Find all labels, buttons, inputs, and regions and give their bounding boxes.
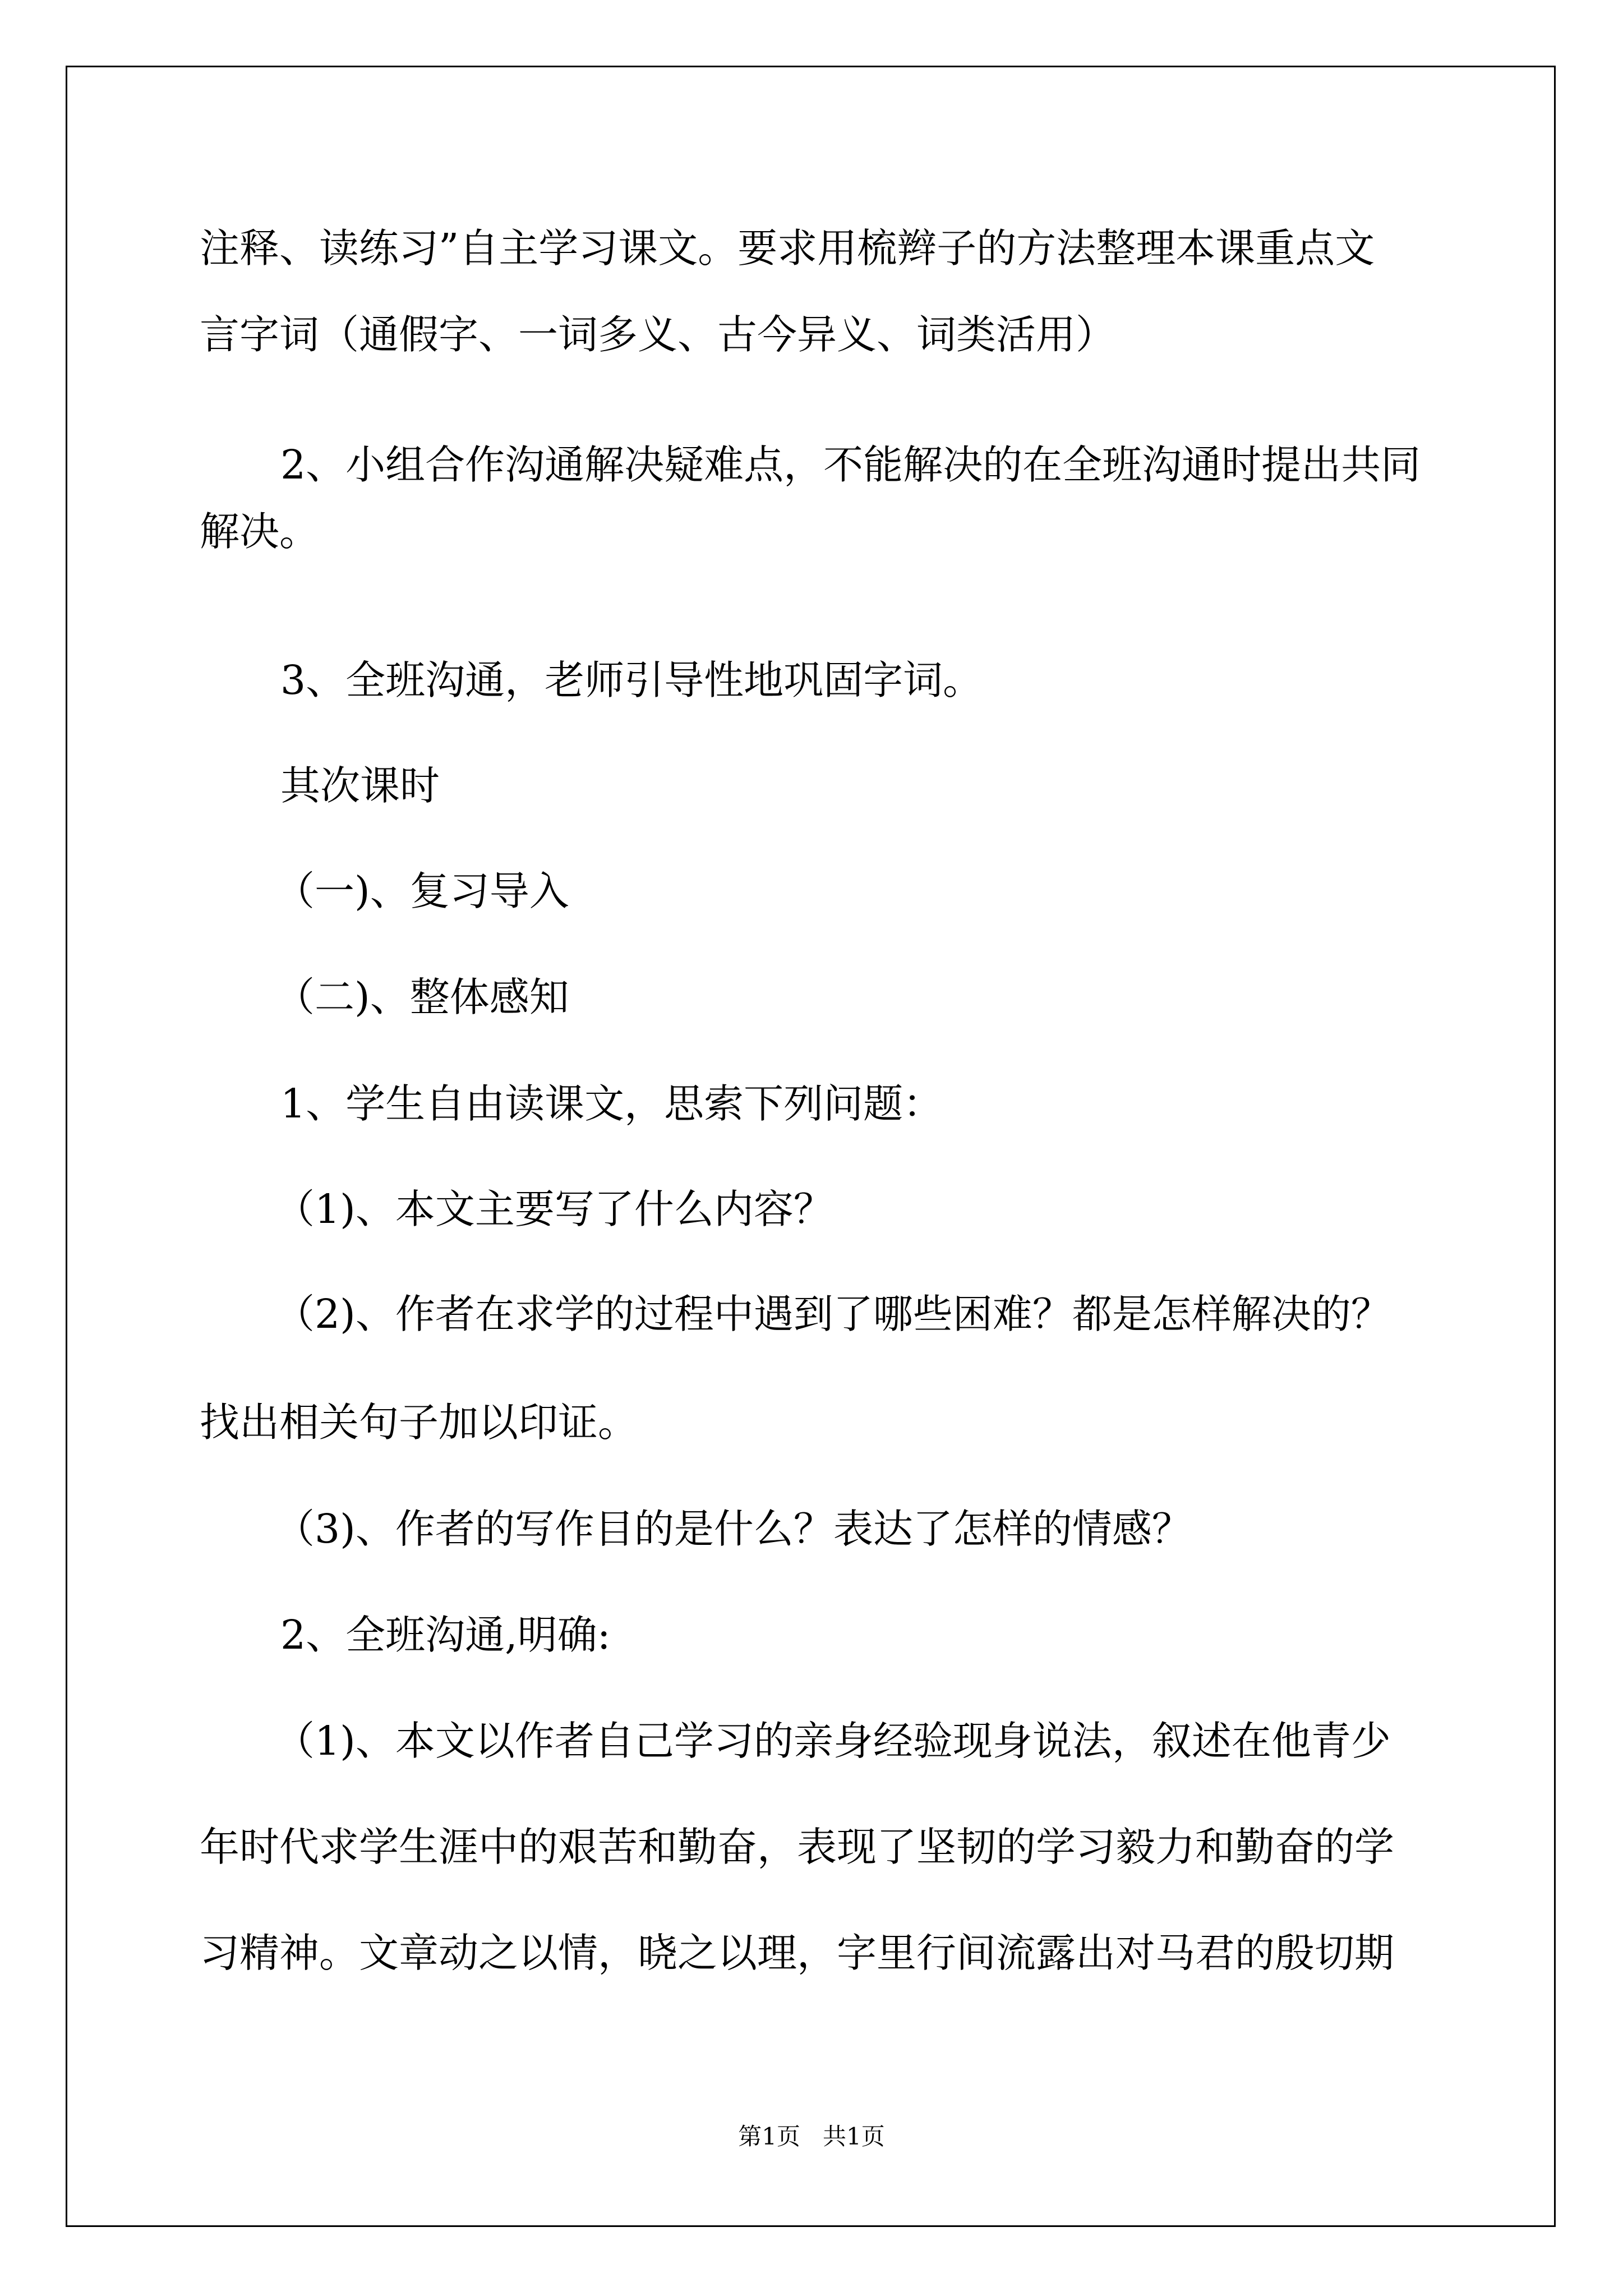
text-line: 2、全班沟通,明确: (280, 1612, 611, 1658)
text-line: （1)、本文以作者自己学习的亲身经验现身说法，叙述在他青少 (275, 1718, 1391, 1764)
text-line: 解决。 (200, 508, 320, 555)
text-line: 注释、读练习”自主学习课文。要求用梳辫子的方法整理本课重点文 (200, 225, 1375, 272)
page-border (66, 66, 1556, 2227)
text-line: 习精神。文章动之以情，晓之以理，字里行间流露出对马君的殷切期 (200, 1930, 1395, 1976)
text-line: 3、全班沟通，老师引导性地巩固字词。 (280, 657, 983, 703)
text-line: 年时代求学生涯中的艰苦和勤奋，表现了坚韧的学习毅力和勤奋的学 (200, 1824, 1395, 1870)
subsection-heading: （二)、整体感知 (275, 974, 569, 1020)
subsection-heading: （一)、复习导入 (275, 868, 569, 914)
text-line: 找出相关句子加以印证。 (200, 1399, 638, 1446)
text-line: 1、学生自由读课文，思索下列问题： (280, 1080, 943, 1127)
page-footer: 第1页 共1页 (738, 2123, 885, 2150)
text-line: （1)、本文主要写了什么内容？ (275, 1186, 833, 1232)
text-line: （2)、作者在求学的过程中遇到了哪些困难？都是怎样解决的？ (275, 1291, 1391, 1337)
text-line: 2、小组合作沟通解决疑难点，不能解决的在全班沟通时提出共同 (280, 441, 1421, 488)
text-line: 言字词（通假字、一词多义、古今异义、词类活用） (200, 311, 1116, 358)
text-line: （3)、作者的写作目的是什么？表达了怎样的情感？ (275, 1506, 1192, 1552)
section-heading: 其次课时 (280, 762, 440, 809)
